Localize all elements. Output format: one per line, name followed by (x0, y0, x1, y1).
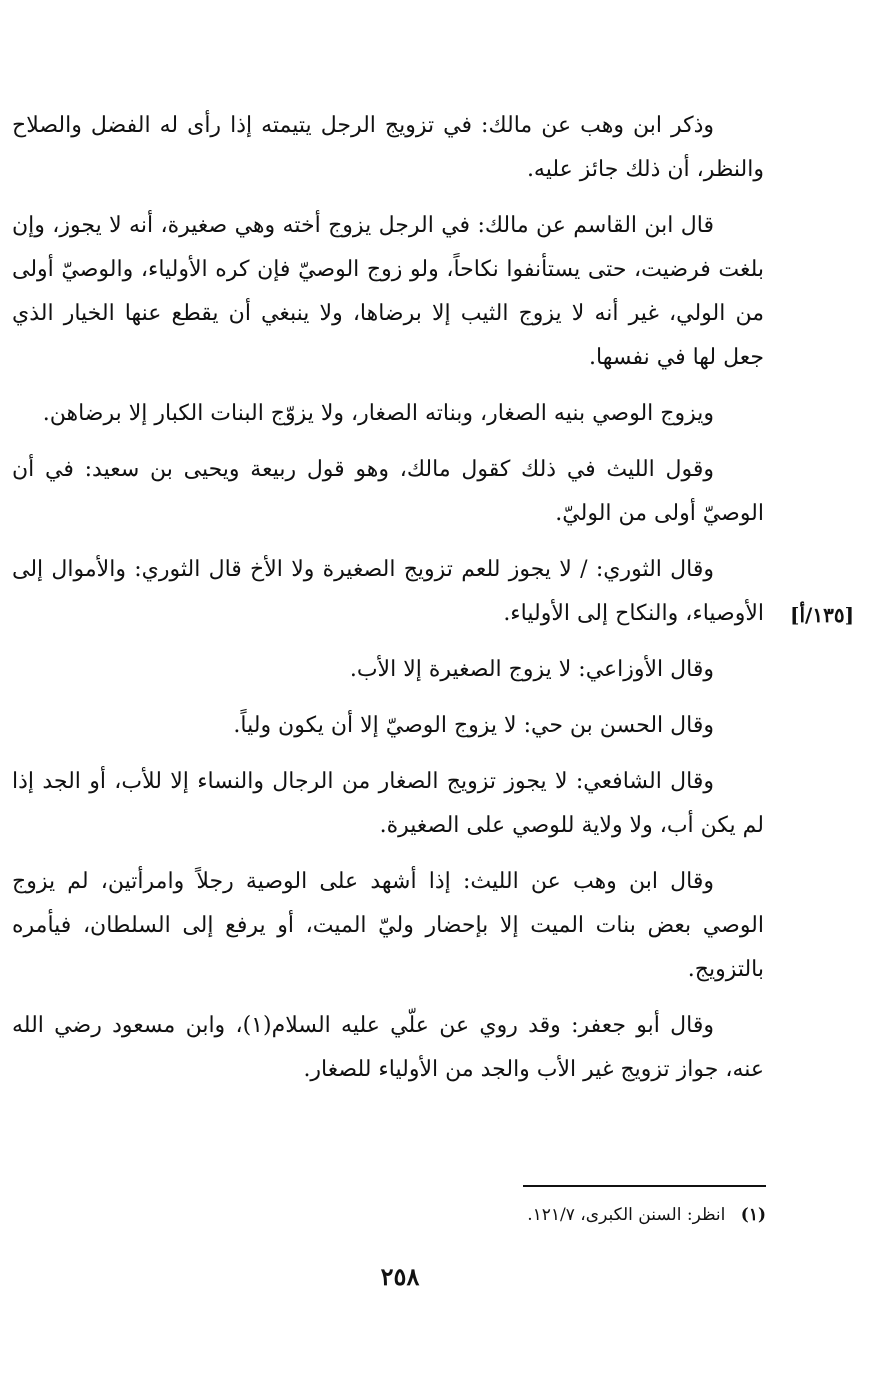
paragraph-2: قال ابن القاسم عن مالك: في الرجل يزوج أخته وهي صغيرة، أنه لا يجوز، وإن بلغت فرضيت، حتى يستأنفوا نكاحاً، ولو زوج الوصيّ فإن كره الأولياء، والوصيّ أولى من الولي، غير أنه لا يزوج الثيب إلا برضاها، ولا ينبغي أن يقطع عنها الخيار الذي جعل لها في نفسها. (12, 213, 764, 370)
paragraph-9: وقال ابن وهب عن الليث: إذا أشهد على الوصية رجلاً وامرأتين، لم يزوج الوصي بعض بنات الميت إلا بإحضار وليّ الميت، أو يرفع إلى السلطان، فيأمره بالتزويج. (12, 869, 764, 982)
paragraph-5: وقال الثوري: / لا يجوز للعم تزويج الصغيرة ولا الأخ قال الثوري: والأموال إلى الأوصياء، والنكاح إلى الأولياء. (12, 557, 764, 626)
paragraph-1: وذكر ابن وهب عن مالك: في تزويج الرجل يتيمته إذا رأى له الفضل والصلاح والنظر، أن ذلك جائز عليه. (12, 113, 764, 182)
footnote (300, 1202, 766, 1228)
paragraph-6: وقال الأوزاعي: لا يزوج الصغيرة إلا الأب. (349, 657, 714, 682)
manuscript-folio-marker: [١٣٥/أ] (790, 603, 855, 627)
paragraph-7: وقال الحسن بن حي: لا يزوج الوصيّ إلا أن يكون ولياً. (233, 713, 714, 738)
paragraph-8: وقال الشافعي: لا يجوز تزويج الصغار من الرجال والنساء إلا للأب، أو الجد إذا لم يكن أب، ولا ولاية للوصي على الصغيرة. (12, 769, 764, 838)
page-number: ٢٥٨ (380, 1262, 420, 1291)
footnote-text: انظر: السنن الكبرى، ١٢١/٧. (527, 1205, 726, 1225)
paragraph-10: وقال أبو جعفر: وقد روي عن علّي عليه السلام(١)، وابن مسعود رضي الله عنه، جواز تزويج غير الأب والجد من الأولياء للصغار. (12, 1013, 764, 1082)
paragraph-3: ويزوج الوصي بنيه الصغار، وبناته الصغار، ولا يزوّج البنات الكبار إلا برضاهن. (42, 401, 714, 426)
footnote-separator (523, 1185, 766, 1187)
main-text (12, 104, 764, 1104)
footnote-number: (١) (740, 1205, 766, 1225)
paragraph-4: وقول الليث في ذلك كقول مالك، وهو قول ربيعة ويحيى بن سعيد: في أن الوصيّ أولى من الوليّ. (12, 457, 764, 526)
